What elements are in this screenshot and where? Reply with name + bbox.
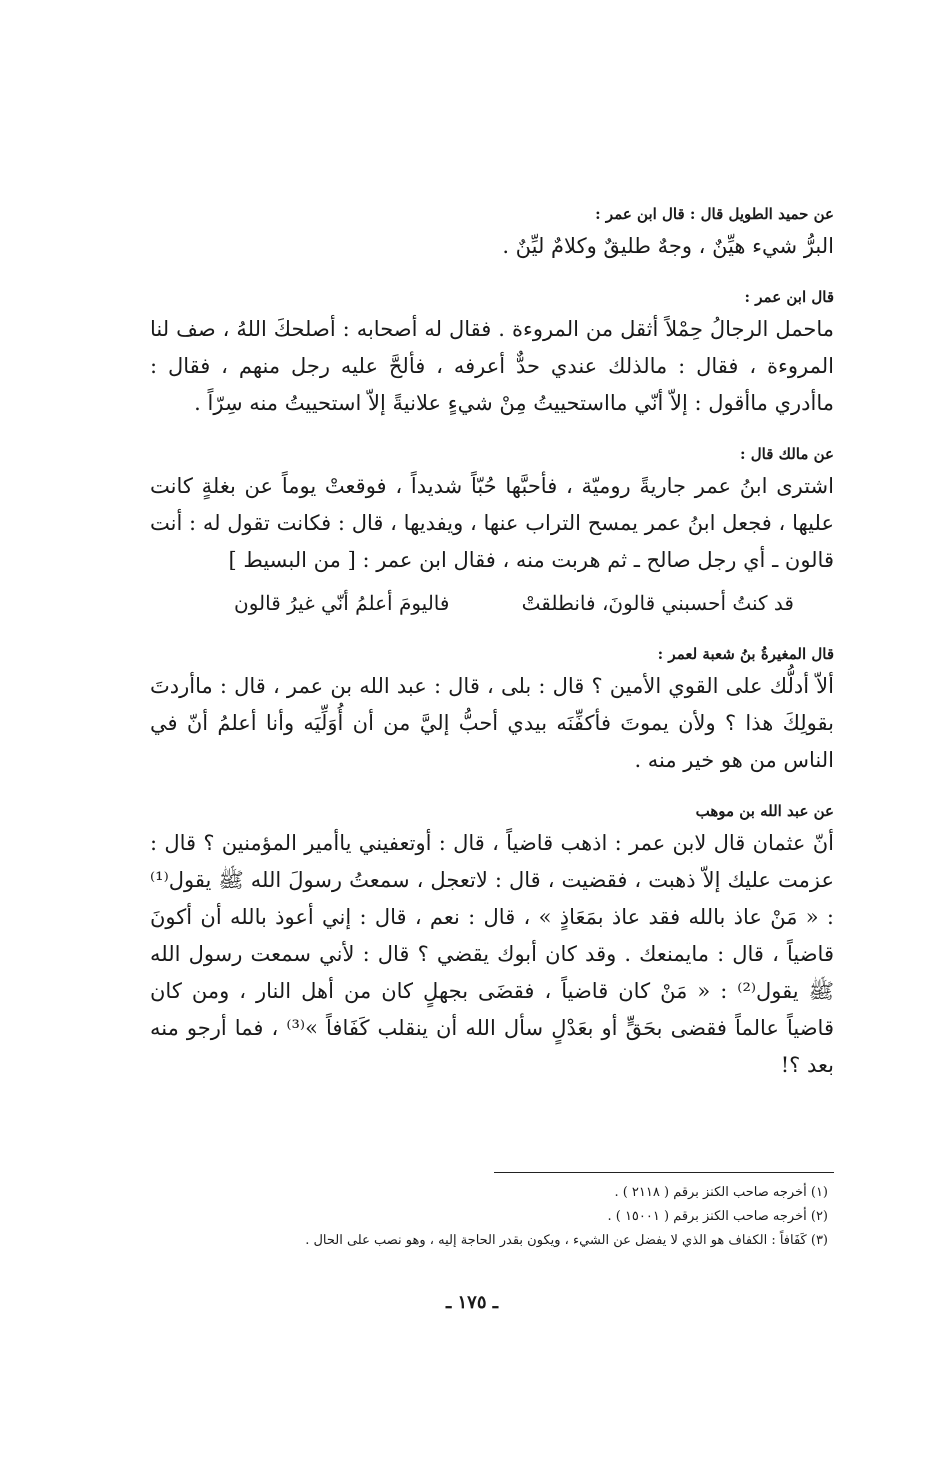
section-heading: عن عبد الله بن موهب: [695, 802, 834, 820]
section-heading: عن حميد الطويل قال : قال ابن عمر :: [595, 205, 834, 223]
section-paragraph: أنّ عثمان قال لابن عمر : اذهب قاضياً ، قال : أوتعفيني ياأمير المؤمنين ؟ قال : عزمت عليك إلاّ ذهبت ، فقضيت ، قال : لاتعجل ، سمعتُ رسولَ الله ﷺ يقول⁽¹⁾ : « مَنْ عاذ بالله فقد عاذ بمَعَاذٍ » ، قال : نعم ، قال : إني أعوذ بالله أن أكونَ قاضياً ، قال : مايمنعك . وقد كان أبوك يقضي ؟ قال : لأني سمعت رسول الله ﷺ يقول⁽²⁾ : « مَنْ كان قاضياً ، فقضَى بجهلٍ كان من أهل النار ، ومن كان قاضياً عالماً فقضى بحَقٍّ أو بعَدْلٍ سأل الله أن ينقلب كَفَافاً »⁽³⁾ ، فما أرجو منه بعد ؟!: [150, 831, 834, 1077]
section-paragraph: ماحمل الرجالُ حِمْلاً أثقل من المروءة . فقال له أصحابه : أصلحكَ اللهُ ، صف لنا المروءة ، فقال : مالذلك عندي حدٌّ أعرفه ، فألحَّ عليه رجل منهم ، فقال : ماأدري ماأقول : إلاّ أنّي مااستحييتُ مِنْ شيءٍ علانيةً إلاّ استحييتُ منه سِرّاً .: [150, 317, 834, 415]
section-muruah: [150, 283, 834, 422]
page-number: ـ ١٧٥ ـ: [445, 1292, 499, 1313]
section-heading: قال ابن عمر :: [744, 288, 834, 306]
footnotes: [150, 1162, 834, 1253]
footnote-3: (٣) كَفَافاً : الكفاف هو الذي لا يفضل عن الشيء ، ويكون بقدر الحاجة إليه ، وهو نصب على الحال .: [305, 1233, 828, 1248]
section-paragraph: ألاّ أدلُّك على القوي الأمين ؟ قال : بلى ، قال : عبد الله بن عمر ، قال : ماأردتَ بقولِكَ هذا ؟ ولأن يموتَ فأكفِّنَه بيدي أحبُّ إليَّ من أن أُوَلِّيَه وأنا أعلمُ أنّ في الناس من هو خير منه .: [150, 674, 834, 772]
footnote-2: (٢) أخرجه صاحب الكنز برقم ( ١٥٠٠١ ) .: [607, 1209, 828, 1224]
page-body: [150, 200, 834, 1102]
footnote-separator: [494, 1172, 834, 1173]
section-malik: [150, 440, 834, 622]
section-mawhab: [150, 797, 834, 1084]
poetry-verse: [234, 585, 794, 622]
section-heading: عن مالك قال :: [739, 445, 834, 463]
verse-first-hemistich: قد كنتُ أحسبني قالونَ، فانطلقتْ: [521, 591, 794, 615]
footnote-1: (١) أخرجه صاحب الكنز برقم ( ٢١١٨ ) .: [614, 1185, 828, 1200]
verse-second-hemistich: فاليومَ أعلمُ أنّي غيرُ قالون: [234, 591, 450, 615]
section-humaid: [150, 200, 834, 265]
section-paragraph: اشترى ابنُ عمر جاريةً روميّة ، فأحبَّها حُبّاً شديداً ، فوقعتْ يوماً عن بغلةٍ كانت عليها ، فجعل ابنُ عمر يمسح التراب عنها ، ويفديها ، قال : فكانت تقول له : أنت قالون ـ أي رجل صالح ـ ثم هربت منه ، فقال ابن عمر : [ من البسيط ]: [150, 474, 834, 572]
section-mughira: [150, 640, 834, 779]
section-heading: قال المغيرةُ بنُ شعبة لعمر :: [657, 645, 834, 663]
section-paragraph: البرُّ شيء هيِّنٌ ، وجهٌ طليقٌ وكلامٌ ليِّنٌ .: [502, 234, 834, 258]
